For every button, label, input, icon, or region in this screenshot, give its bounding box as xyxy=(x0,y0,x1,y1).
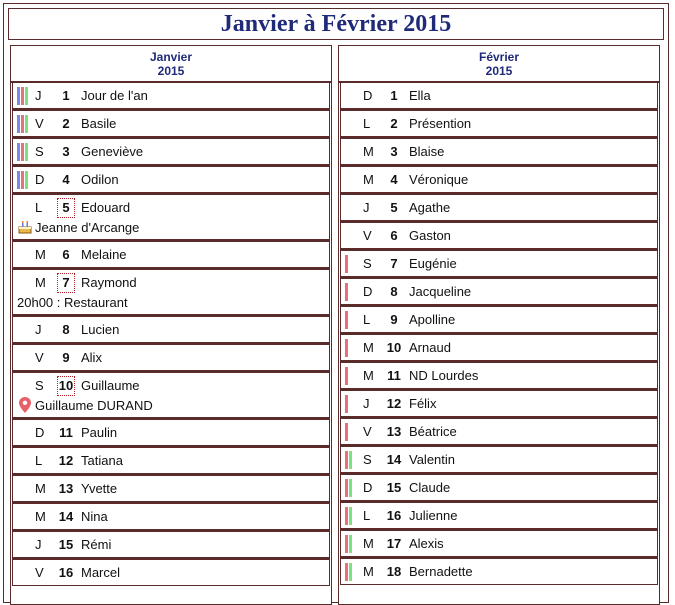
day-number: 5 xyxy=(57,198,75,218)
day-number: 10 xyxy=(386,340,402,355)
day-line xyxy=(345,391,657,416)
day-line xyxy=(345,447,657,472)
day-row[interactable] xyxy=(12,474,330,502)
category-bar-pink xyxy=(345,563,348,581)
saint-name: Guillaume xyxy=(81,378,140,393)
day-line xyxy=(345,531,657,556)
month-column-january xyxy=(10,45,332,605)
day-row[interactable] xyxy=(340,277,658,305)
day-list xyxy=(339,83,659,585)
calendar-title-box xyxy=(8,8,664,40)
day-number: 16 xyxy=(58,565,74,580)
saint-name: Bernadette xyxy=(409,564,473,579)
day-row[interactable] xyxy=(12,193,330,240)
category-bars xyxy=(345,423,361,441)
saint-name: Nina xyxy=(81,509,108,524)
day-of-week: D xyxy=(35,425,45,440)
event-line[interactable] xyxy=(17,292,329,312)
day-of-week: D xyxy=(363,284,373,299)
day-number: 8 xyxy=(390,284,398,299)
day-of-week: J xyxy=(363,200,370,215)
day-row[interactable] xyxy=(340,333,658,361)
saint-name: Marcel xyxy=(81,565,121,580)
day-row[interactable] xyxy=(12,137,330,165)
category-bar-green xyxy=(25,87,28,105)
day-line xyxy=(345,307,657,332)
saint-name: Geneviève xyxy=(81,144,144,159)
category-bars xyxy=(17,564,33,582)
saint-name: Agathe xyxy=(409,200,451,215)
category-bars xyxy=(345,255,361,273)
day-row[interactable] xyxy=(340,109,658,137)
day-line xyxy=(345,475,657,500)
category-bars xyxy=(345,339,361,357)
day-row[interactable] xyxy=(340,221,658,249)
saint-name: Julienne xyxy=(409,508,458,523)
day-row[interactable] xyxy=(340,305,658,333)
category-bar-green xyxy=(25,115,28,133)
category-bars xyxy=(345,171,361,189)
day-line xyxy=(17,504,329,529)
day-line xyxy=(17,420,329,445)
day-of-week: J xyxy=(35,537,42,552)
category-bar-blue xyxy=(17,115,20,133)
day-of-week: S xyxy=(363,452,372,467)
day-row[interactable] xyxy=(340,361,658,389)
day-line xyxy=(17,242,329,267)
category-bar-pink xyxy=(21,87,24,105)
category-bars xyxy=(17,171,33,189)
day-number: 6 xyxy=(390,228,398,243)
category-bar-green xyxy=(349,479,352,497)
day-row[interactable] xyxy=(340,193,658,221)
day-row[interactable] xyxy=(340,165,658,193)
day-row[interactable] xyxy=(12,268,330,315)
category-bar-pink xyxy=(345,451,348,469)
day-of-week: V xyxy=(363,228,372,243)
category-bar-green xyxy=(349,563,352,581)
category-bar-pink xyxy=(345,423,348,441)
day-row[interactable] xyxy=(340,473,658,501)
category-bar-pink xyxy=(345,535,348,553)
day-of-week: D xyxy=(363,88,373,103)
saint-name: Gaston xyxy=(409,228,451,243)
category-bars xyxy=(345,451,361,469)
day-of-week: S xyxy=(363,256,372,271)
saint-name: Raymond xyxy=(81,275,137,290)
category-bars xyxy=(17,321,33,339)
category-bar-pink xyxy=(345,507,348,525)
category-bar-pink xyxy=(345,311,348,329)
day-row[interactable] xyxy=(12,165,330,193)
saint-name: Basile xyxy=(81,116,117,131)
day-number: 13 xyxy=(58,481,74,496)
day-line xyxy=(17,560,329,585)
event-text: Guillaume DURAND xyxy=(35,397,153,413)
saint-name: Lucien xyxy=(81,322,120,337)
day-of-week: V xyxy=(35,565,44,580)
day-of-week: V xyxy=(35,116,44,131)
day-of-week: M xyxy=(35,509,46,524)
category-bars xyxy=(17,424,33,442)
category-bar-green xyxy=(25,171,28,189)
day-row[interactable] xyxy=(12,558,330,586)
category-bars xyxy=(17,199,33,217)
saint-name: Ella xyxy=(409,88,431,103)
day-number: 7 xyxy=(57,273,75,293)
day-of-week: S xyxy=(35,144,44,159)
day-line xyxy=(17,111,329,136)
day-line xyxy=(345,251,657,276)
category-bars xyxy=(17,87,33,105)
day-of-week: L xyxy=(363,116,371,131)
day-row[interactable] xyxy=(12,315,330,343)
day-line xyxy=(17,532,329,557)
day-number: 14 xyxy=(58,509,74,524)
day-number: 14 xyxy=(386,452,402,467)
category-bars xyxy=(17,377,33,395)
saint-name: Jacqueline xyxy=(409,284,472,299)
day-number: 4 xyxy=(390,172,398,187)
day-row[interactable] xyxy=(340,417,658,445)
day-number: 7 xyxy=(390,256,398,271)
category-bar-blue xyxy=(17,171,20,189)
day-row[interactable] xyxy=(12,418,330,446)
day-of-week: M xyxy=(363,536,374,551)
category-bars xyxy=(17,536,33,554)
saint-name: Présention xyxy=(409,116,472,131)
day-number: 17 xyxy=(386,536,402,551)
day-number: 3 xyxy=(62,144,70,159)
day-row[interactable] xyxy=(12,502,330,530)
day-line xyxy=(17,167,329,192)
month-name: Février xyxy=(478,50,520,64)
category-bar-pink xyxy=(345,339,348,357)
category-bar-pink xyxy=(345,479,348,497)
saint-name: Béatrice xyxy=(409,424,457,439)
month-column-february xyxy=(338,45,660,605)
event-line[interactable] xyxy=(17,395,329,415)
location-pin-icon xyxy=(17,397,33,413)
category-bars xyxy=(345,87,361,105)
category-bars xyxy=(17,115,33,133)
day-of-week: M xyxy=(363,340,374,355)
category-bars xyxy=(17,349,33,367)
category-bars xyxy=(345,199,361,217)
saint-name: Jour de l'an xyxy=(81,88,148,103)
saint-name: Edouard xyxy=(81,200,131,215)
day-line xyxy=(345,279,657,304)
day-number: 8 xyxy=(62,322,70,337)
day-number: 1 xyxy=(390,88,398,103)
day-row[interactable] xyxy=(12,343,330,371)
saint-name: Paulin xyxy=(81,425,118,440)
day-line xyxy=(17,139,329,164)
day-number: 11 xyxy=(387,368,401,383)
category-bars xyxy=(345,563,361,581)
day-line xyxy=(17,345,329,370)
category-bars xyxy=(345,143,361,161)
saint-name: ND Lourdes xyxy=(409,368,479,383)
calendar-page xyxy=(3,3,669,603)
day-line xyxy=(345,559,657,584)
category-bars xyxy=(345,535,361,553)
month-header xyxy=(11,46,331,83)
day-row[interactable] xyxy=(340,389,658,417)
category-bars xyxy=(17,246,33,264)
day-line xyxy=(345,363,657,388)
day-row[interactable] xyxy=(340,529,658,557)
day-line xyxy=(345,419,657,444)
category-bars xyxy=(345,311,361,329)
day-line xyxy=(345,111,657,136)
day-row[interactable] xyxy=(12,240,330,268)
day-number: 11 xyxy=(59,425,73,440)
day-number: 12 xyxy=(58,453,74,468)
day-number: 1 xyxy=(62,88,70,103)
saint-name: Apolline xyxy=(409,312,456,327)
day-of-week: D xyxy=(363,480,373,495)
day-number: 6 xyxy=(62,247,70,262)
day-number: 13 xyxy=(386,424,402,439)
day-of-week: V xyxy=(363,424,372,439)
day-number: 3 xyxy=(390,144,398,159)
cake-icon xyxy=(17,219,33,235)
category-bar-pink xyxy=(345,255,348,273)
day-number: 10 xyxy=(57,376,75,396)
category-bar-green xyxy=(349,535,352,553)
category-bar-green xyxy=(349,507,352,525)
month-year: 2015 xyxy=(485,64,513,78)
category-bar-green xyxy=(25,143,28,161)
category-bars xyxy=(17,452,33,470)
event-text: 20h00 : Restaurant xyxy=(17,294,128,310)
saint-name: Claude xyxy=(409,480,451,495)
saint-name: Odilon xyxy=(81,172,119,187)
month-header xyxy=(339,46,659,83)
day-of-week: V xyxy=(35,350,44,365)
saint-name: Alexis xyxy=(409,536,444,551)
day-number: 15 xyxy=(58,537,74,552)
day-of-week: J xyxy=(35,322,42,337)
day-of-week: M xyxy=(363,144,374,159)
day-row[interactable] xyxy=(12,109,330,137)
day-line xyxy=(345,503,657,528)
day-list xyxy=(11,83,331,586)
day-number: 12 xyxy=(386,396,402,411)
category-bars xyxy=(17,508,33,526)
category-bar-pink xyxy=(21,171,24,189)
day-number: 15 xyxy=(386,480,402,495)
saint-name: Arnaud xyxy=(409,340,451,355)
day-row[interactable] xyxy=(340,557,658,585)
day-row[interactable] xyxy=(12,530,330,558)
calendar-title: Janvier à Février 2015 xyxy=(220,11,452,37)
day-line xyxy=(17,476,329,501)
day-of-week: L xyxy=(363,508,371,523)
month-year: 2015 xyxy=(157,64,185,78)
day-of-week: J xyxy=(363,396,370,411)
day-number: 2 xyxy=(62,116,70,131)
day-number: 9 xyxy=(62,350,70,365)
day-of-week: M xyxy=(363,564,374,579)
category-bars xyxy=(345,367,361,385)
day-line xyxy=(17,83,329,108)
category-bar-pink xyxy=(21,115,24,133)
category-bar-blue xyxy=(17,87,20,105)
saint-name: Tatiana xyxy=(81,453,123,468)
day-row[interactable] xyxy=(340,445,658,473)
day-number: 5 xyxy=(390,200,398,215)
day-line xyxy=(345,83,657,108)
day-of-week: M xyxy=(35,275,46,290)
day-line xyxy=(345,335,657,360)
saint-name: Eugénie xyxy=(409,256,457,271)
category-bars xyxy=(345,395,361,413)
saint-name: Félix xyxy=(409,396,437,411)
category-bars xyxy=(345,479,361,497)
category-bars xyxy=(17,274,33,292)
day-number: 9 xyxy=(390,312,398,327)
day-line xyxy=(345,167,657,192)
day-row[interactable] xyxy=(340,249,658,277)
saint-name: Valentin xyxy=(409,452,456,467)
day-row[interactable] xyxy=(12,446,330,474)
day-line xyxy=(345,195,657,220)
saint-name: Alix xyxy=(81,350,102,365)
category-bars xyxy=(345,507,361,525)
day-row[interactable] xyxy=(12,371,330,418)
category-bars xyxy=(345,283,361,301)
day-row[interactable] xyxy=(340,137,658,165)
day-number: 2 xyxy=(390,116,398,131)
category-bar-green xyxy=(349,451,352,469)
event-text: Jeanne d'Arcange xyxy=(35,219,140,235)
category-bar-pink xyxy=(345,367,348,385)
day-line xyxy=(345,139,657,164)
day-of-week: M xyxy=(35,481,46,496)
day-number: 4 xyxy=(62,172,70,187)
day-row[interactable] xyxy=(12,83,330,109)
day-of-week: M xyxy=(35,247,46,262)
saint-name: Rémi xyxy=(81,537,112,552)
category-bars xyxy=(345,227,361,245)
saint-name: Blaise xyxy=(409,144,445,159)
day-of-week: S xyxy=(35,378,44,393)
category-bars xyxy=(17,480,33,498)
day-number: 16 xyxy=(386,508,402,523)
event-line[interactable] xyxy=(17,217,329,237)
day-of-week: J xyxy=(35,88,42,103)
category-bar-pink xyxy=(345,395,348,413)
category-bars xyxy=(345,115,361,133)
saint-name: Véronique xyxy=(409,172,469,187)
day-line xyxy=(17,448,329,473)
day-row[interactable] xyxy=(340,501,658,529)
day-of-week: L xyxy=(363,312,371,327)
day-line xyxy=(17,317,329,342)
category-bar-pink xyxy=(21,143,24,161)
saint-name: Melaine xyxy=(81,247,127,262)
day-number: 18 xyxy=(386,564,402,579)
day-row[interactable] xyxy=(340,83,658,109)
month-name: Janvier xyxy=(149,50,193,64)
day-line xyxy=(345,223,657,248)
day-of-week: L xyxy=(35,200,43,215)
category-bar-pink xyxy=(345,283,348,301)
category-bars xyxy=(17,143,33,161)
saint-name: Yvette xyxy=(81,481,118,496)
day-of-week: M xyxy=(363,368,374,383)
category-bar-blue xyxy=(17,143,20,161)
day-of-week: L xyxy=(35,453,43,468)
day-of-week: D xyxy=(35,172,45,187)
day-of-week: M xyxy=(363,172,374,187)
